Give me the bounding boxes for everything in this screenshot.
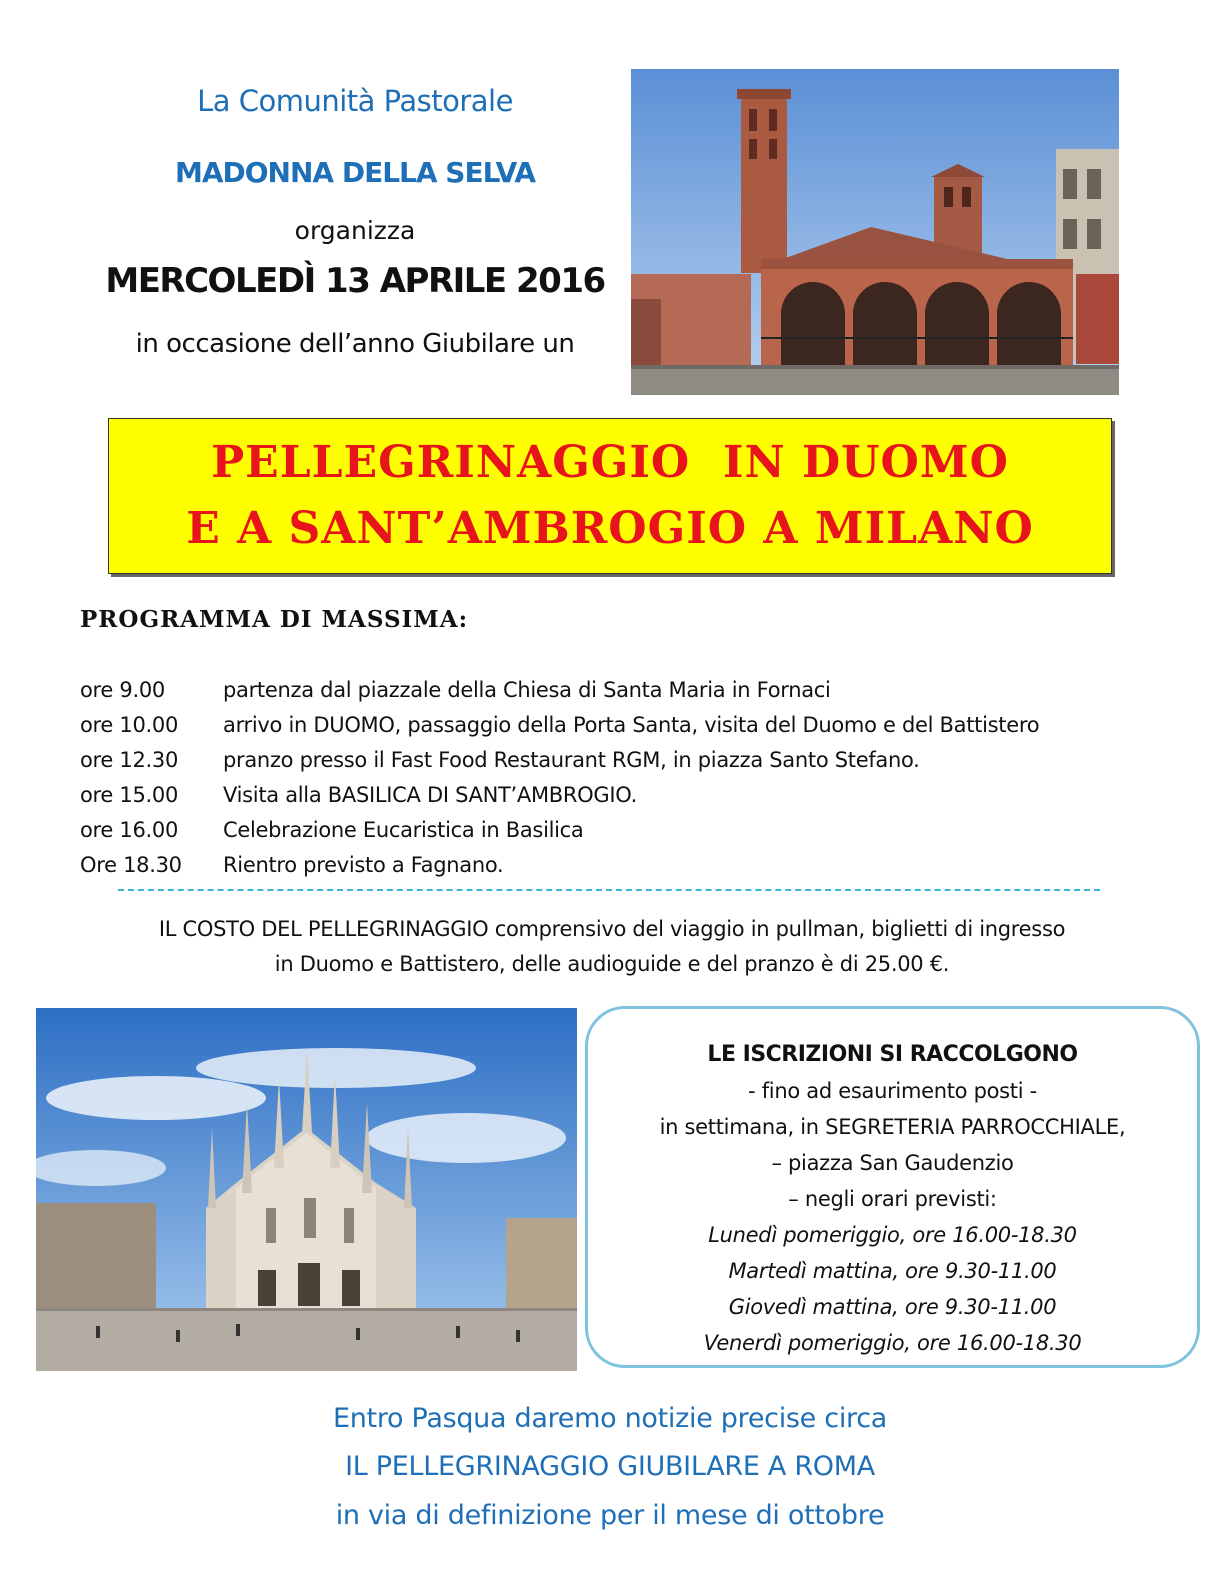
registration-line: in settimana, in SEGRETERIA PARROCCHIALE, (659, 1115, 1126, 1139)
schedule-row (80, 847, 1160, 882)
footer-line-3: in via di definizione per il mese di ottobre (335, 1500, 885, 1531)
title-banner (108, 418, 1112, 574)
occasion-text: in occasione dell’anno Giubilare un (135, 329, 575, 359)
organizza-label: organizza (294, 216, 416, 245)
schedule-desc: Rientro previsto a Fagnano. (223, 852, 504, 877)
office-hours (588, 1217, 1197, 1361)
cost-info (80, 912, 1144, 982)
dashed-divider (118, 889, 1100, 891)
title-line-1: PELLEGRINAGGIO IN DUOMO (211, 437, 1009, 488)
schedule-desc: Visita alla BASILICA DI SANT’AMBROGIO. (223, 782, 638, 807)
schedule-list (80, 672, 1160, 882)
community-name: La Comunità Pastorale (197, 84, 513, 118)
registration-box (585, 1006, 1200, 1368)
hours-tuesday: Martedì mattina, ore 9.30-11.00 (728, 1259, 1057, 1283)
title-line-2: E A SANT’AMBROGIO A MILANO (186, 503, 1034, 554)
schedule-desc: arrivo in DUOMO, passaggio della Porta Santa, visita del Duomo e del Battistero (223, 712, 1040, 737)
schedule-desc: partenza dal piazzale della Chiesa di Santa Maria in Fornaci (223, 677, 831, 702)
hours-thursday: Giovedì mattina, ore 9.30-11.00 (728, 1295, 1057, 1319)
registration-line: – negli orari previsti: (788, 1187, 997, 1211)
schedule-time: ore 16.00 (80, 817, 179, 842)
registration-line: - fino ad esaurimento posti - (748, 1079, 1037, 1103)
schedule-row (80, 672, 1160, 707)
schedule-row (80, 812, 1160, 847)
hours-friday: Venerdì pomeriggio, ore 16.00-18.30 (703, 1331, 1082, 1355)
duomo-photo (36, 1008, 577, 1371)
cost-line-2: in Duomo e Battistero, delle audioguide e del pranzo è di 25.00 €. (274, 952, 950, 976)
event-date: MERCOLEDÌ 13 APRILE 2016 (105, 261, 605, 301)
schedule-desc: Celebrazione Eucaristica in Basilica (223, 817, 584, 842)
footer-line-2: IL PELLEGRINAGGIO GIUBILARE A ROMA (345, 1451, 875, 1482)
schedule-time: ore 12.30 (80, 747, 179, 772)
schedule-row (80, 742, 1160, 777)
hours-monday: Lunedì pomeriggio, ore 16.00-18.30 (708, 1223, 1077, 1247)
footer-line-1: Entro Pasqua daremo notizie precise circa (332, 1403, 888, 1434)
schedule-row (80, 707, 1160, 742)
cost-line-1: IL COSTO DEL PELLEGRINAGGIO comprensivo del viaggio in pullman, biglietti di ingresso (158, 917, 1066, 941)
schedule-row (80, 777, 1160, 812)
registration-title: LE ISCRIZIONI SI RACCOLGONO (707, 1042, 1078, 1067)
sant-ambrogio-photo (631, 69, 1119, 395)
schedule-time: Ore 18.30 (80, 852, 182, 877)
schedule-time: ore 15.00 (80, 782, 179, 807)
registration-line: – piazza San Gaudenzio (771, 1151, 1014, 1175)
programma-heading: PROGRAMMA DI MASSIMA: (80, 606, 469, 633)
schedule-time: ore 10.00 (80, 712, 179, 737)
schedule-time: ore 9.00 (80, 677, 165, 702)
parish-name: MADONNA DELLA SELVA (174, 156, 536, 189)
schedule-desc: pranzo presso il Fast Food Restaurant RGM, in piazza Santo Stefano. (223, 747, 920, 772)
